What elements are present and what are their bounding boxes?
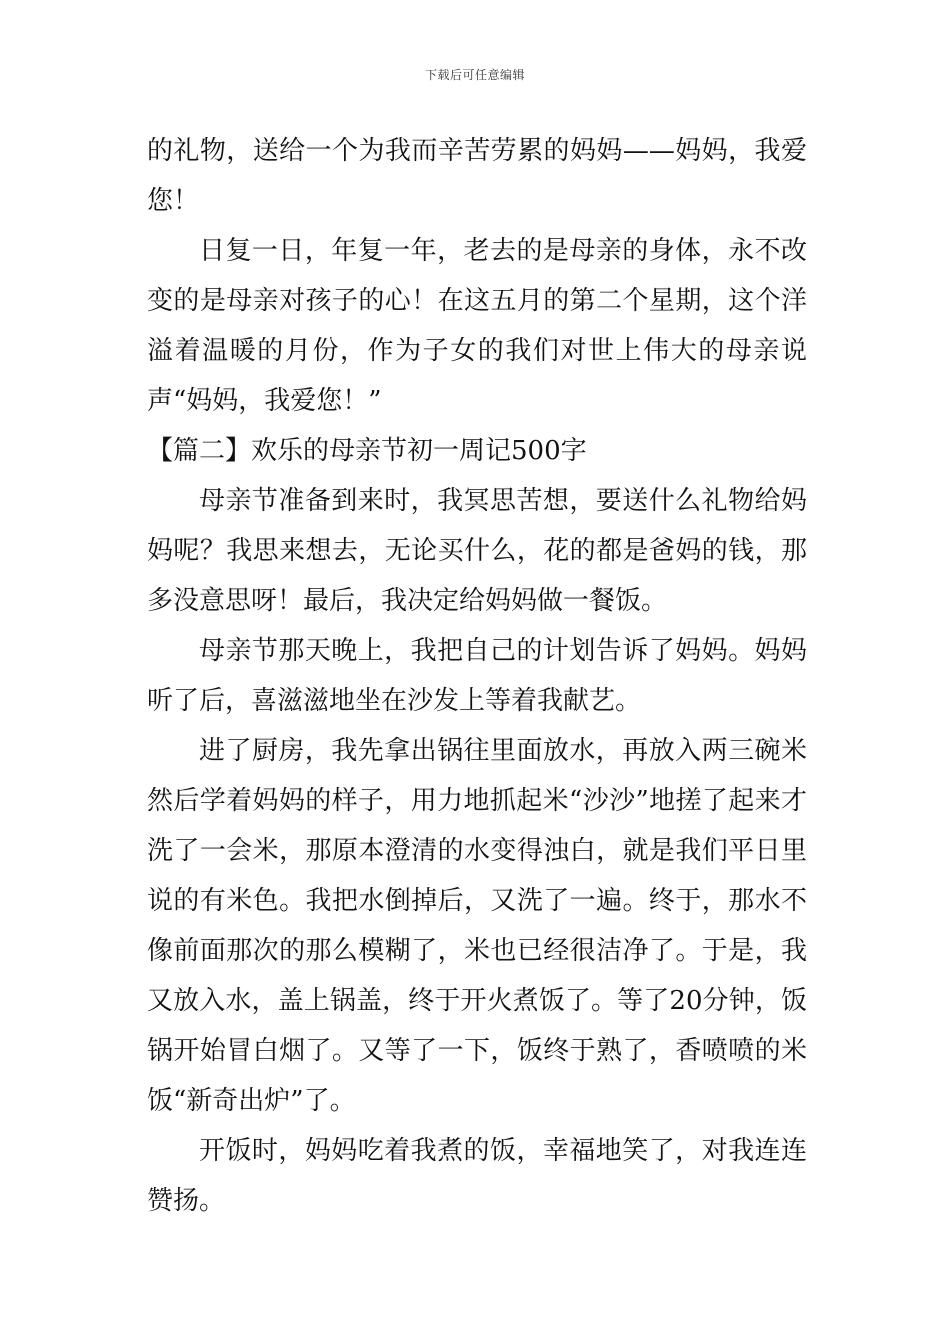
paragraph-4: 母亲节那天晚上，我把自己的计划告诉了妈妈。妈妈听了后，喜滋滋地坐在沙发上等着我献艺。 <box>147 636 807 716</box>
section-heading: 【篇二】欢乐的母亲节初一周记500字 <box>147 436 587 466</box>
paragraph-6: 开饭时，妈妈吃着我煮的饭，幸福地笑了，对我连连赞扬。 <box>147 1136 807 1216</box>
paragraph-3: 母亲节准备到来时，我冥思苦想，要送什么礼物给妈妈呢？我思来想去，无论买什么，花的都是爸妈的钱，那多没意思呀！最后，我决定给妈妈做一餐饭。 <box>147 486 807 616</box>
page-header: 下载后可任意编辑 <box>424 68 525 82</box>
document-body <box>147 126 807 1226</box>
paragraph-2: 日复一日，年复一年，老去的是母亲的身体，永不改变的是母亲对孩子的心！在这五月的第二个星期，这个洋溢着温暖的月份，作为子女的我们对世上伟大的母亲说声“妈妈，我爱您！” <box>147 236 807 416</box>
paragraph-5: 进了厨房，我先拿出锅往里面放水，再放入两三碗米然后学着妈妈的样子，用力地抓起米“沙沙”地搓了起来才洗了一会米，那原本澄清的水变得浊白，就是我们平日里说的有米色。我把水倒掉后，又洗了一遍。终于，那水不像前面那次的那么模糊了，米也已经很洁净了。于是，我又放入水，盖上锅盖，终于开火煮饭了。等了20分钟，饭锅开始冒白烟了。又等了一下，饭终于熟了，香喷喷的米饭“新奇出炉”了。 <box>147 736 807 1116</box>
paragraph-1: 的礼物，送给一个为我而辛苦劳累的妈妈——妈妈，我爱您！ <box>147 136 807 216</box>
